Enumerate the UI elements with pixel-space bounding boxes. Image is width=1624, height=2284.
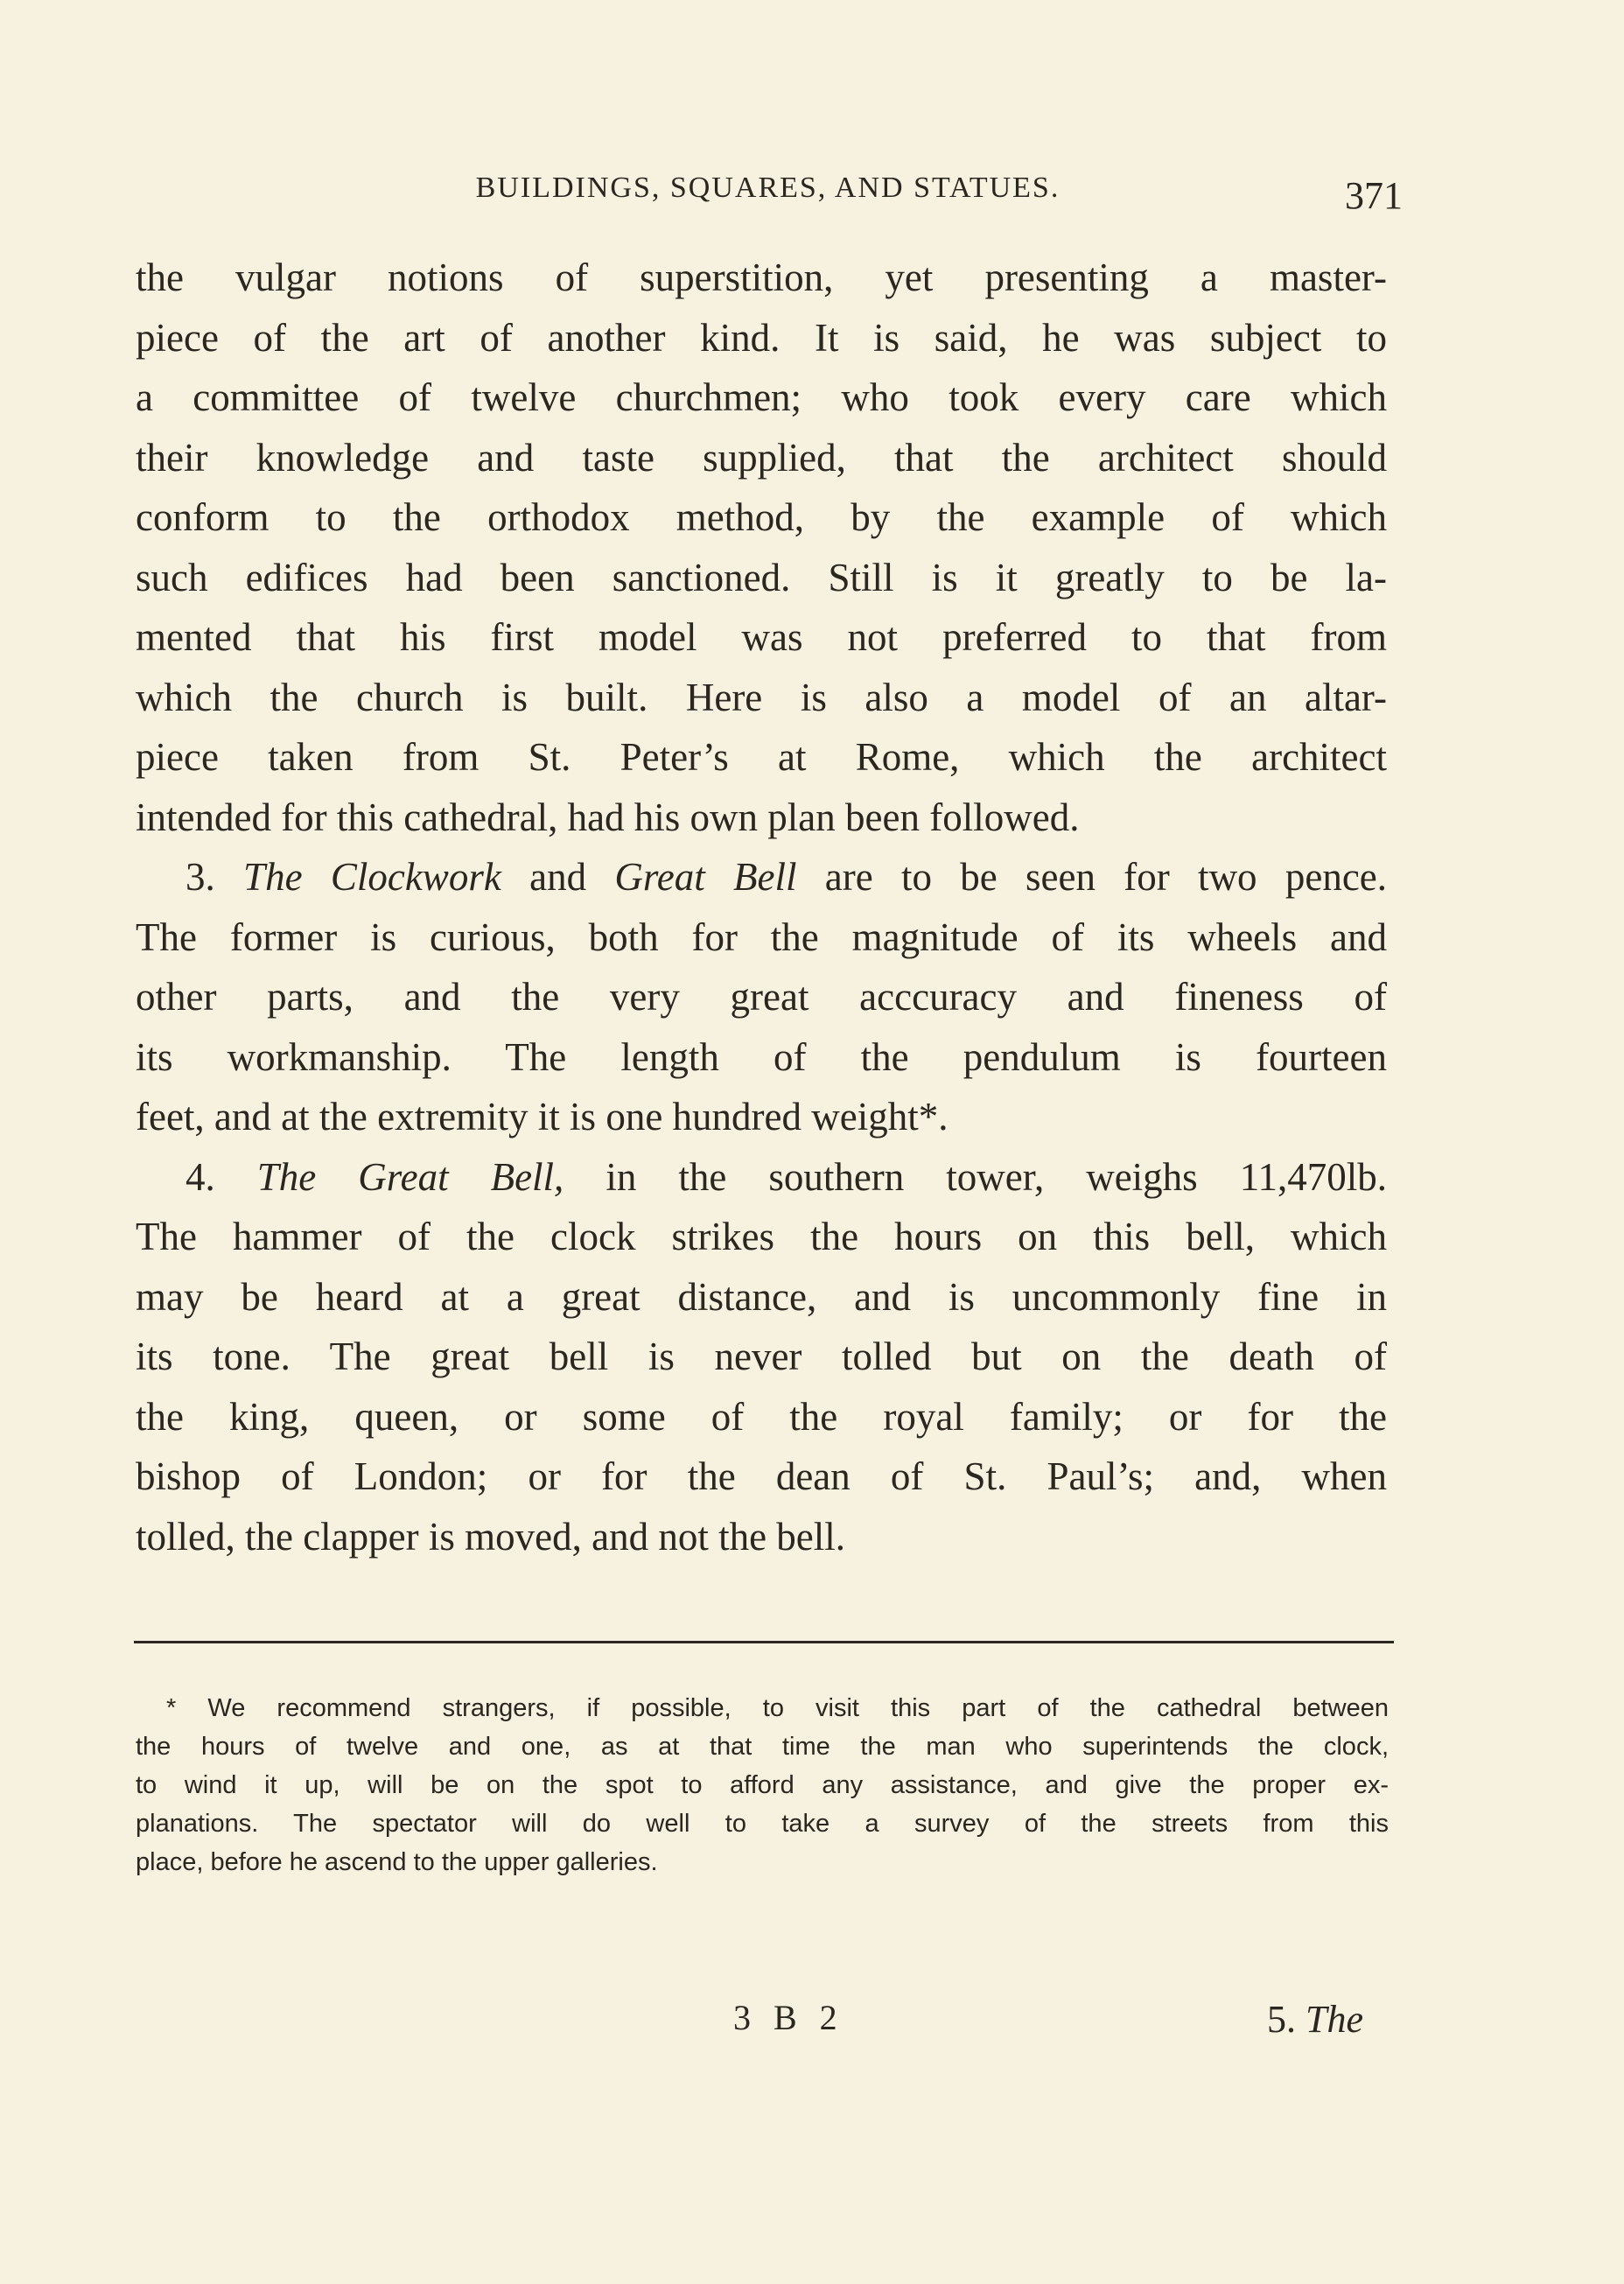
body-line: bishop of London; or for the dean of St. Paul’s; and, when [136, 1454, 1387, 1498]
body-line: may be heard at a great distance, and is uncommonly fine in [136, 1274, 1387, 1319]
section-number: 4. [186, 1154, 215, 1199]
footnote-line: * We recommend strangers, if possible, to visit this part of the cathedral between [166, 1694, 1389, 1722]
body-line: tolled, the clapper is moved, and not the bell. [136, 1514, 846, 1559]
section-title: The Clockwork [243, 855, 501, 899]
body-line: feet, and at the extremity it is one hundred weight*. [136, 1095, 948, 1138]
section-text: in the southern tower, weighs 11,470lb. [606, 1154, 1388, 1199]
catchword-number: 5. [1267, 1998, 1296, 2041]
catchword [1267, 1997, 1363, 2042]
body-line: The former is curious, both for the magnitude of its wheels and [136, 914, 1387, 959]
footnote-rule [134, 1641, 1394, 1643]
running-title: BUILDINGS, SQUARES, AND STATUES. [475, 172, 1060, 204]
body-line: its workmanship. The length of the pendulum is fourteen [136, 1034, 1387, 1079]
footnote [136, 1689, 1389, 1881]
conjunction: and [529, 855, 587, 899]
footnote-line: the hours of twelve and one, as at that time the man who superintends the clock, [136, 1733, 1389, 1761]
body-text [136, 248, 1387, 1566]
body-line: a committee of twelve churchmen; who took every care which [136, 375, 1387, 419]
body-line: piece taken from St. Peter’s at Rome, which the architect [136, 735, 1387, 779]
body-line: which the church is built. Here is also a model of an altar- [136, 675, 1387, 719]
section-title: The Great Bell, [256, 1154, 564, 1199]
signature-mark: 3 B 2 [733, 1998, 844, 2037]
body-line: The hammer of the clock strikes the hours on this bell, which [136, 1215, 1387, 1258]
body-line: their knowledge and taste supplied, that the architect should [136, 435, 1387, 480]
section-number: 3. [186, 855, 215, 899]
body-line: the vulgar notions of superstition, yet presenting a master- [136, 256, 1387, 299]
catchword-word: The [1306, 1998, 1363, 2041]
body-line: intended for this cathedral, had his own plan been followed. [136, 795, 1080, 839]
body-line: such edifices had been sanctioned. Still is it greatly to be la- [136, 555, 1387, 599]
section-text: are to be seen for two pence. [824, 855, 1388, 899]
footnote-line: planations. The spectator will do well to take a survey of the streets from this [136, 1810, 1389, 1838]
section-3-heading-line [136, 847, 1387, 907]
body-line: its tone. The great bell is never tolled but on the death of [136, 1335, 1387, 1378]
body-line: the king, queen, or some of the royal family; or for the [136, 1394, 1387, 1439]
body-line: piece of the art of another kind. It is said, he was subject to [136, 315, 1387, 360]
section-title: Great Bell [614, 855, 797, 899]
page-number: 371 [1345, 174, 1403, 217]
section-4-heading-line [136, 1147, 1387, 1208]
footnote-line: place, before he ascend to the upper galleries. [136, 1848, 658, 1876]
page-header [136, 165, 1403, 217]
footnote-line: to wind it up, will be on the spot to afford any assistance, and give the proper ex- [136, 1771, 1389, 1799]
body-line: mented that his first model was not preferred to that from [136, 615, 1387, 659]
body-line: other parts, and the very great acccuracy and fineness of [136, 975, 1387, 1019]
body-line: conform to the orthodox method, by the example of which [136, 495, 1387, 539]
